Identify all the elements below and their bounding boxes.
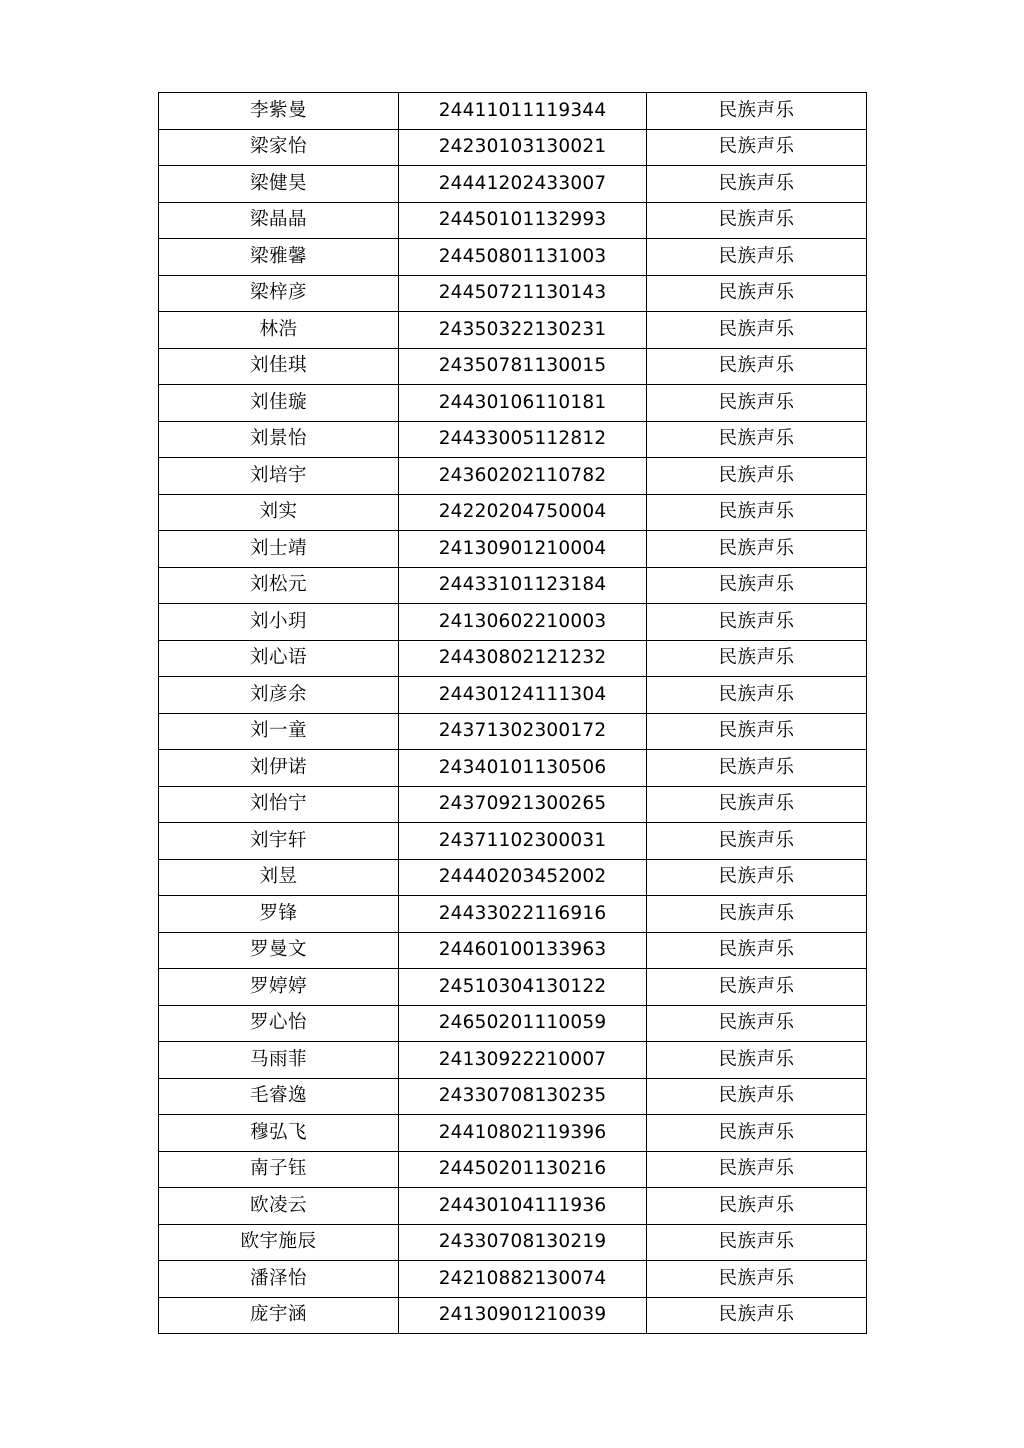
cell-candidate-name: 刘佳璇 bbox=[159, 385, 399, 422]
cell-candidate-name: 罗曼文 bbox=[159, 932, 399, 969]
cell-major: 民族声乐 bbox=[647, 494, 867, 531]
cell-major: 民族声乐 bbox=[647, 567, 867, 604]
cell-candidate-id: 24650201110059 bbox=[399, 1005, 647, 1042]
cell-candidate-id: 24210882130074 bbox=[399, 1261, 647, 1298]
table-row bbox=[159, 896, 867, 933]
table-row bbox=[159, 129, 867, 166]
cell-candidate-name: 刘昱 bbox=[159, 859, 399, 896]
cell-candidate-name: 梁雅馨 bbox=[159, 239, 399, 276]
cell-candidate-id: 24330708130235 bbox=[399, 1078, 647, 1115]
cell-candidate-name: 梁梓彦 bbox=[159, 275, 399, 312]
cell-major: 民族声乐 bbox=[647, 604, 867, 641]
cell-candidate-name: 刘佳琪 bbox=[159, 348, 399, 385]
cell-candidate-name: 欧宇施辰 bbox=[159, 1224, 399, 1261]
cell-candidate-id: 24430802121232 bbox=[399, 640, 647, 677]
cell-candidate-id: 24350781130015 bbox=[399, 348, 647, 385]
cell-major: 民族声乐 bbox=[647, 239, 867, 276]
cell-candidate-name: 罗婷婷 bbox=[159, 969, 399, 1006]
cell-candidate-name: 刘实 bbox=[159, 494, 399, 531]
table-row bbox=[159, 1115, 867, 1152]
cell-candidate-name: 刘小玥 bbox=[159, 604, 399, 641]
table-row bbox=[159, 421, 867, 458]
cell-candidate-name: 庞宇涵 bbox=[159, 1297, 399, 1334]
cell-major: 民族声乐 bbox=[647, 166, 867, 203]
cell-candidate-name: 潘泽怡 bbox=[159, 1261, 399, 1298]
cell-candidate-id: 24450801131003 bbox=[399, 239, 647, 276]
cell-major: 民族声乐 bbox=[647, 896, 867, 933]
cell-candidate-id: 24441202433007 bbox=[399, 166, 647, 203]
table-row bbox=[159, 166, 867, 203]
cell-candidate-name: 梁家怡 bbox=[159, 129, 399, 166]
cell-major: 民族声乐 bbox=[647, 640, 867, 677]
cell-major: 民族声乐 bbox=[647, 93, 867, 130]
table-row bbox=[159, 1188, 867, 1225]
cell-candidate-id: 24360202110782 bbox=[399, 458, 647, 495]
table-row bbox=[159, 859, 867, 896]
cell-candidate-name: 林浩 bbox=[159, 312, 399, 349]
cell-major: 民族声乐 bbox=[647, 750, 867, 787]
cell-major: 民族声乐 bbox=[647, 1005, 867, 1042]
cell-major: 民族声乐 bbox=[647, 1151, 867, 1188]
table-row bbox=[159, 750, 867, 787]
cell-candidate-name: 穆弘飞 bbox=[159, 1115, 399, 1152]
cell-candidate-id: 24350322130231 bbox=[399, 312, 647, 349]
cell-candidate-name: 刘一童 bbox=[159, 713, 399, 750]
cell-candidate-name: 刘怡宁 bbox=[159, 786, 399, 823]
cell-major: 民族声乐 bbox=[647, 786, 867, 823]
cell-candidate-id: 24450721130143 bbox=[399, 275, 647, 312]
table-row bbox=[159, 385, 867, 422]
cell-candidate-name: 梁晶晶 bbox=[159, 202, 399, 239]
candidate-roster-table bbox=[158, 92, 867, 1334]
cell-candidate-name: 刘培宇 bbox=[159, 458, 399, 495]
cell-candidate-id: 24130602210003 bbox=[399, 604, 647, 641]
cell-major: 民族声乐 bbox=[647, 859, 867, 896]
cell-candidate-id: 24410802119396 bbox=[399, 1115, 647, 1152]
cell-candidate-name: 罗锋 bbox=[159, 896, 399, 933]
cell-candidate-id: 24433005112812 bbox=[399, 421, 647, 458]
table-row bbox=[159, 1151, 867, 1188]
cell-candidate-name: 欧凌云 bbox=[159, 1188, 399, 1225]
table-row bbox=[159, 713, 867, 750]
cell-candidate-id: 24411011119344 bbox=[399, 93, 647, 130]
cell-candidate-name: 刘宇轩 bbox=[159, 823, 399, 860]
cell-candidate-name: 毛睿逸 bbox=[159, 1078, 399, 1115]
cell-major: 民族声乐 bbox=[647, 385, 867, 422]
cell-candidate-id: 24430104111936 bbox=[399, 1188, 647, 1225]
table-row bbox=[159, 1297, 867, 1334]
table-row bbox=[159, 567, 867, 604]
cell-candidate-name: 梁健昊 bbox=[159, 166, 399, 203]
cell-candidate-id: 24371302300172 bbox=[399, 713, 647, 750]
cell-candidate-name: 刘松元 bbox=[159, 567, 399, 604]
table-row bbox=[159, 275, 867, 312]
table-row bbox=[159, 1042, 867, 1079]
cell-major: 民族声乐 bbox=[647, 1078, 867, 1115]
cell-candidate-id: 24460100133963 bbox=[399, 932, 647, 969]
cell-major: 民族声乐 bbox=[647, 932, 867, 969]
cell-major: 民族声乐 bbox=[647, 1224, 867, 1261]
cell-major: 民族声乐 bbox=[647, 531, 867, 568]
table-row bbox=[159, 604, 867, 641]
cell-candidate-id: 24230103130021 bbox=[399, 129, 647, 166]
cell-candidate-id: 24433101123184 bbox=[399, 567, 647, 604]
cell-candidate-id: 24371102300031 bbox=[399, 823, 647, 860]
cell-major: 民族声乐 bbox=[647, 421, 867, 458]
cell-major: 民族声乐 bbox=[647, 969, 867, 1006]
table-row bbox=[159, 677, 867, 714]
cell-major: 民族声乐 bbox=[647, 312, 867, 349]
cell-candidate-id: 24430106110181 bbox=[399, 385, 647, 422]
cell-candidate-id: 24220204750004 bbox=[399, 494, 647, 531]
cell-candidate-id: 24510304130122 bbox=[399, 969, 647, 1006]
cell-candidate-name: 刘伊诺 bbox=[159, 750, 399, 787]
cell-candidate-id: 24330708130219 bbox=[399, 1224, 647, 1261]
table-row bbox=[159, 239, 867, 276]
table-row bbox=[159, 1224, 867, 1261]
table-row bbox=[159, 1005, 867, 1042]
cell-candidate-name: 南子钰 bbox=[159, 1151, 399, 1188]
cell-candidate-name: 刘心语 bbox=[159, 640, 399, 677]
cell-major: 民族声乐 bbox=[647, 677, 867, 714]
table-row bbox=[159, 786, 867, 823]
table-row bbox=[159, 932, 867, 969]
cell-major: 民族声乐 bbox=[647, 1188, 867, 1225]
cell-major: 民族声乐 bbox=[647, 275, 867, 312]
table-row bbox=[159, 458, 867, 495]
table-row bbox=[159, 202, 867, 239]
table-row bbox=[159, 93, 867, 130]
cell-candidate-name: 李紫曼 bbox=[159, 93, 399, 130]
cell-candidate-name: 刘彦余 bbox=[159, 677, 399, 714]
table-row bbox=[159, 640, 867, 677]
cell-candidate-id: 24433022116916 bbox=[399, 896, 647, 933]
cell-major: 民族声乐 bbox=[647, 348, 867, 385]
cell-candidate-name: 刘景怡 bbox=[159, 421, 399, 458]
table-row bbox=[159, 531, 867, 568]
cell-candidate-id: 24370921300265 bbox=[399, 786, 647, 823]
cell-candidate-name: 刘士靖 bbox=[159, 531, 399, 568]
table-row bbox=[159, 969, 867, 1006]
cell-major: 民族声乐 bbox=[647, 202, 867, 239]
cell-candidate-id: 24130922210007 bbox=[399, 1042, 647, 1079]
cell-major: 民族声乐 bbox=[647, 1042, 867, 1079]
table-row bbox=[159, 312, 867, 349]
roster-table-container bbox=[158, 92, 866, 1334]
cell-major: 民族声乐 bbox=[647, 823, 867, 860]
table-row bbox=[159, 1078, 867, 1115]
cell-candidate-id: 24340101130506 bbox=[399, 750, 647, 787]
cell-candidate-id: 24450101132993 bbox=[399, 202, 647, 239]
cell-candidate-id: 24430124111304 bbox=[399, 677, 647, 714]
table-row bbox=[159, 494, 867, 531]
cell-major: 民族声乐 bbox=[647, 129, 867, 166]
cell-candidate-name: 马雨菲 bbox=[159, 1042, 399, 1079]
table-row bbox=[159, 823, 867, 860]
cell-major: 民族声乐 bbox=[647, 1297, 867, 1334]
cell-candidate-id: 24130901210039 bbox=[399, 1297, 647, 1334]
cell-candidate-name: 罗心怡 bbox=[159, 1005, 399, 1042]
cell-major: 民族声乐 bbox=[647, 1115, 867, 1152]
cell-candidate-id: 24450201130216 bbox=[399, 1151, 647, 1188]
table-row bbox=[159, 348, 867, 385]
cell-major: 民族声乐 bbox=[647, 1261, 867, 1298]
cell-candidate-id: 24130901210004 bbox=[399, 531, 647, 568]
cell-candidate-id: 24440203452002 bbox=[399, 859, 647, 896]
cell-major: 民族声乐 bbox=[647, 458, 867, 495]
cell-major: 民族声乐 bbox=[647, 713, 867, 750]
table-row bbox=[159, 1261, 867, 1298]
